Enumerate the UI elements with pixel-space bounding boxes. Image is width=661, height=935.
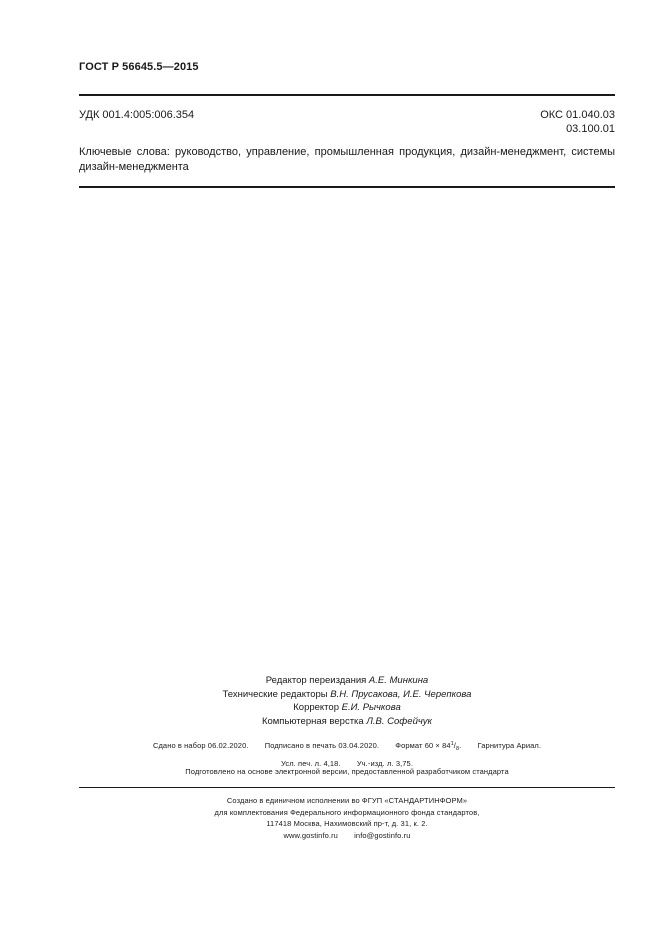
paper-format: Формат $60 \times 84^1/_8$. — [395, 741, 462, 752]
publisher-block — [79, 795, 615, 841]
credit-person: Л.В. Софейчук — [366, 715, 433, 727]
oks-codes — [540, 109, 615, 136]
udk-code: УДК 001.4:005:006.354 — [79, 109, 195, 121]
publisher-contacts — [79, 830, 615, 842]
printed-sheets: Усл. печ. л. 4,18. — [280, 758, 341, 768]
website-link[interactable]: www.gostinfo.ru — [283, 830, 338, 840]
email-link[interactable]: info@gostinfo.ru — [354, 830, 411, 840]
signed-date: Подписано в печать 03.04.2020. — [264, 741, 380, 750]
credit-person: Е.И. Рычкова — [341, 702, 401, 713]
typeface: Гарнитура Ариал. — [477, 741, 542, 750]
oks-code-1: ОКС 01.040.03 — [540, 109, 615, 121]
print-info — [79, 738, 615, 770]
credit-tech-editors — [79, 688, 615, 702]
oks-code-2: 03.100.01 — [566, 122, 615, 135]
publisher-line-2: для комплектования Федерального информационного фонда стандартов, — [214, 807, 480, 817]
credit-role: Редактор переиздания — [265, 675, 367, 686]
publisher-line-1: Создано в единичном исполнении во ФГУП «СТАНДАРТИНФОРМ» — [226, 796, 468, 805]
keywords-paragraph: Ключевые слова: руководство, управление, промышленная продукция, дизайн-менеджмент, системы дизайн-менеджмента — [79, 146, 615, 173]
credit-editor — [79, 674, 615, 688]
prepared-note: Подготовлено на основе электронной версии, предоставленной разработчиком стандарта — [185, 767, 509, 776]
credit-proofreader — [79, 701, 615, 715]
document-code: ГОСТ Р 56645.5—2015 — [79, 61, 199, 73]
credit-layout — [79, 715, 615, 729]
publisher-sheets: Уч.-изд. л. 3,75. — [356, 758, 413, 768]
credit-person: В.Н. Прусакова, И.Е. Черепкова — [330, 688, 472, 700]
top-divider — [79, 94, 615, 96]
submitted-date: Сдано в набор 06.02.2020. — [152, 741, 249, 750]
credit-role: Технические редакторы — [222, 688, 328, 700]
credit-role: Компьютерная верстка — [261, 715, 364, 727]
credits-block — [79, 674, 615, 728]
publisher-divider — [79, 787, 615, 788]
credit-role: Корректор — [293, 702, 339, 713]
credit-person: А.Е. Минкина — [368, 675, 429, 686]
keywords-divider — [79, 186, 615, 188]
publisher-address: 117418 Москва, Нахимовский пр-т, д. 31, к. 2. — [266, 819, 428, 828]
print-info-line-1 — [79, 738, 615, 757]
